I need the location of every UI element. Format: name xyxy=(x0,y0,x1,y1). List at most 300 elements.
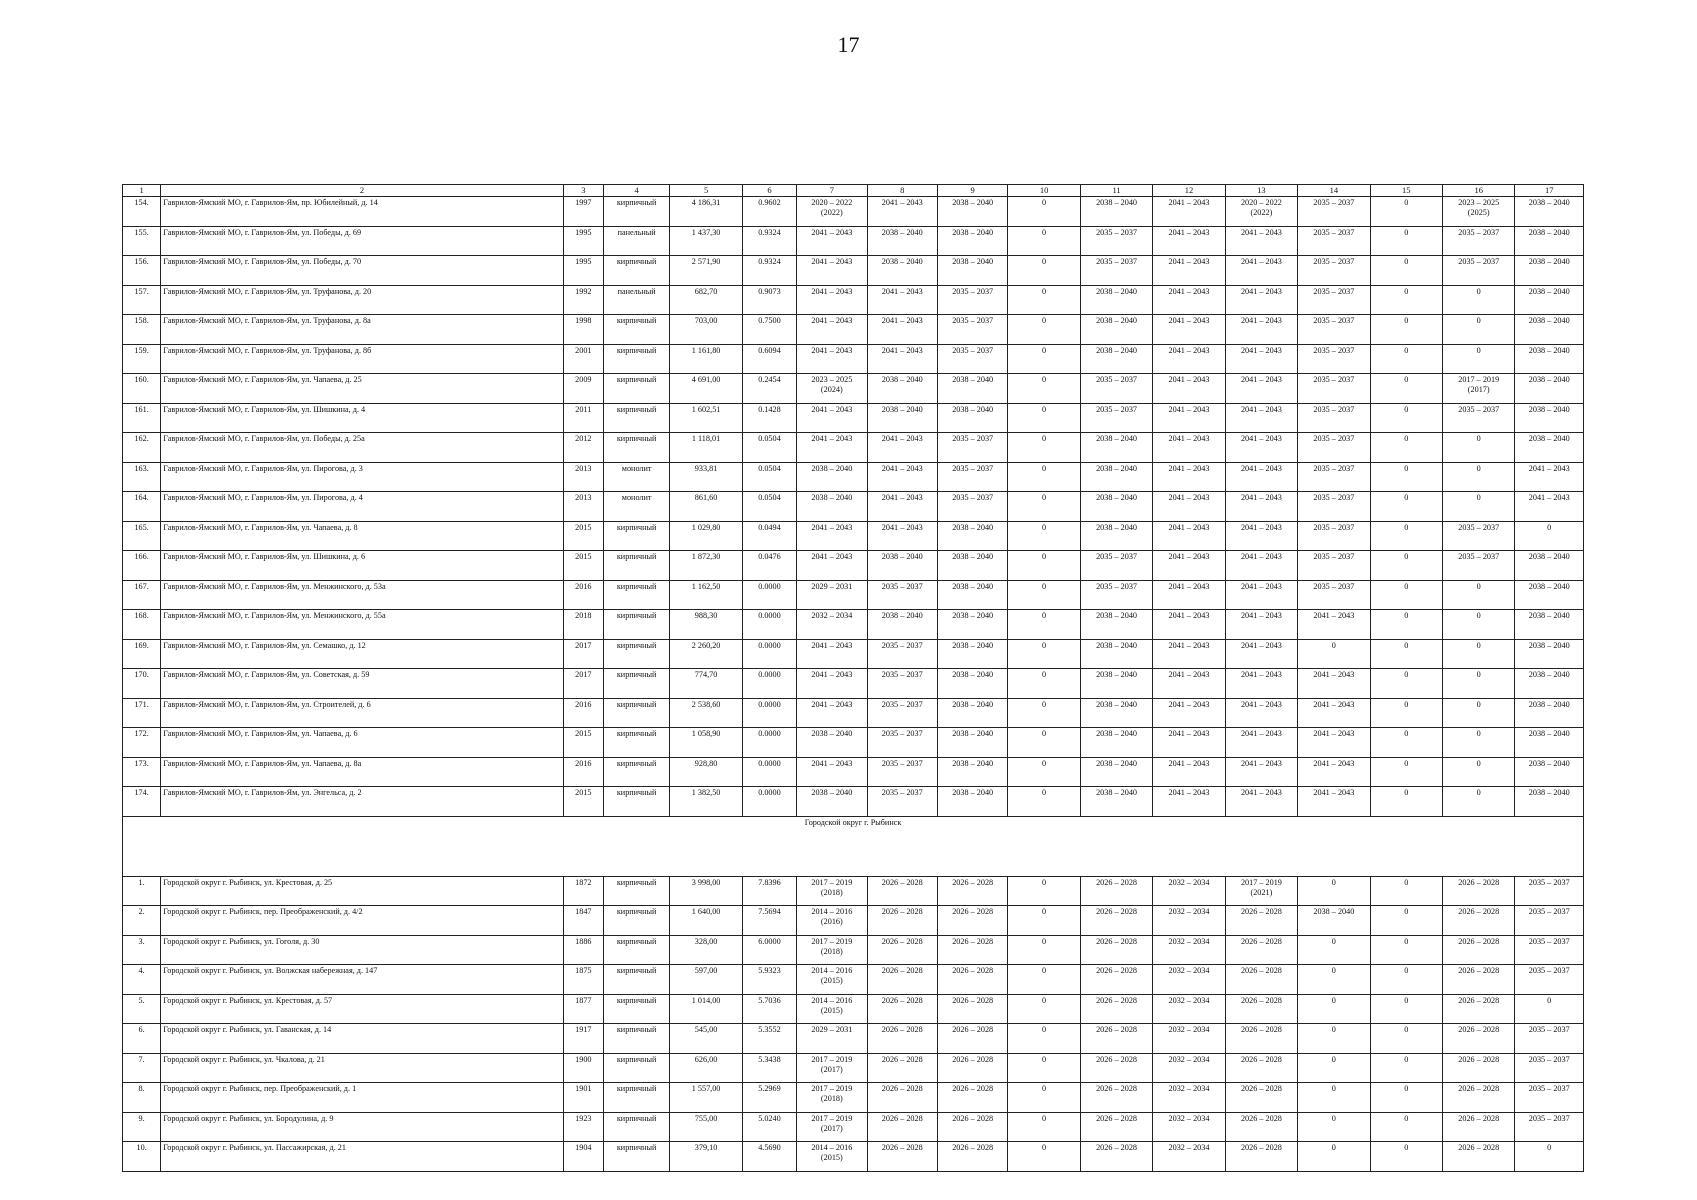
table-cell: 2035 – 2037 xyxy=(1298,551,1370,581)
table-row xyxy=(123,610,1584,640)
table-cell: 379,10 xyxy=(670,1142,742,1172)
table-cell: 2041 – 2043 xyxy=(1225,492,1297,522)
table-cell: кирпичный xyxy=(603,639,669,669)
table-cell: 2041 – 2043 xyxy=(1225,698,1297,728)
table-cell: 170. xyxy=(123,669,161,699)
table-cell: кирпичный xyxy=(603,1083,669,1113)
table-cell: 2038 – 2040 xyxy=(1515,669,1584,699)
table-cell: 2038 – 2040 xyxy=(867,226,937,256)
table-cell: 0.6094 xyxy=(742,344,796,374)
table-cell: 169. xyxy=(123,639,161,669)
table-cell: 2038 – 2040 xyxy=(1515,344,1584,374)
table-cell: 2026 – 2028 xyxy=(1080,1024,1152,1054)
table-row xyxy=(123,462,1584,492)
table-row xyxy=(123,757,1584,787)
table-cell: 2032 – 2034 xyxy=(1153,965,1225,995)
table-cell: 2038 – 2040 xyxy=(1515,580,1584,610)
table-row xyxy=(123,935,1584,965)
table-cell: 9. xyxy=(123,1112,161,1142)
table-cell: 1 872,30 xyxy=(670,551,742,581)
column-number: 7 xyxy=(797,185,867,197)
table-cell: 2026 – 2028 xyxy=(1080,1053,1152,1083)
table-cell: 0 xyxy=(1443,757,1515,787)
table-cell: 2038 – 2040 xyxy=(937,521,1007,551)
table-cell: 2041 – 2043 xyxy=(1153,226,1225,256)
table-cell: 171. xyxy=(123,698,161,728)
table-cell: 168. xyxy=(123,610,161,640)
table-cell: 2017 – 2019 (2017) xyxy=(1443,374,1515,404)
table-cell: 328,00 xyxy=(670,935,742,965)
table-cell: 165. xyxy=(123,521,161,551)
table-cell: 2038 – 2040 xyxy=(1515,551,1584,581)
table-cell: 0.9602 xyxy=(742,197,796,227)
table-cell: 2009 xyxy=(563,374,603,404)
table-cell: 2041 – 2043 xyxy=(1225,580,1297,610)
table-row xyxy=(123,994,1584,1024)
table-cell: 2038 – 2040 xyxy=(1080,462,1152,492)
table-cell: 2026 – 2028 xyxy=(867,1024,937,1054)
table-cell: 5. xyxy=(123,994,161,1024)
table-cell: 1. xyxy=(123,876,161,906)
table-cell: 154. xyxy=(123,197,161,227)
table-cell: 2041 – 2043 xyxy=(797,551,867,581)
table-cell: 1 640,00 xyxy=(670,906,742,936)
table-cell: Гаврилов-Ямский МО, г. Гаврилов-Ям, ул. Труфанова, д. 8а xyxy=(161,315,563,345)
table-cell: кирпичный xyxy=(603,197,669,227)
table-cell: 0 xyxy=(1008,374,1080,404)
table-row xyxy=(123,787,1584,817)
table-cell: 2041 – 2043 xyxy=(1225,433,1297,463)
table-cell: 4 691,00 xyxy=(670,374,742,404)
table-cell: 2041 – 2043 xyxy=(1225,462,1297,492)
table-cell: 2038 – 2040 xyxy=(797,462,867,492)
table-cell: 2035 – 2037 xyxy=(1298,521,1370,551)
table-cell: 0 xyxy=(1298,965,1370,995)
table-cell: 0.9324 xyxy=(742,256,796,286)
table-cell: кирпичный xyxy=(603,403,669,433)
table-cell: 2026 – 2028 xyxy=(1225,965,1297,995)
column-number: 3 xyxy=(563,185,603,197)
table-cell: 2038 – 2040 xyxy=(1080,315,1152,345)
table-cell: 2018 xyxy=(563,610,603,640)
table-cell: 2032 – 2034 xyxy=(797,610,867,640)
table-row xyxy=(123,492,1584,522)
table-cell: 1917 xyxy=(563,1024,603,1054)
table-cell: 2038 – 2040 xyxy=(1515,197,1584,227)
table-cell: монолит xyxy=(603,462,669,492)
table-cell: Городской округ г. Рыбинск, ул. Крестовая, д. 57 xyxy=(161,994,563,1024)
table-cell: 0 xyxy=(1443,315,1515,345)
table-cell: 2038 – 2040 xyxy=(937,403,1007,433)
table-cell: 2023 – 2025 (2024) xyxy=(797,374,867,404)
table-cell: 2032 – 2034 xyxy=(1153,1053,1225,1083)
table-cell: 2041 – 2043 xyxy=(1225,226,1297,256)
table-row xyxy=(123,728,1584,758)
table-cell: 1872 xyxy=(563,876,603,906)
table-cell: 2041 – 2043 xyxy=(797,344,867,374)
table-row xyxy=(123,197,1584,227)
table-cell: 0 xyxy=(1008,580,1080,610)
table-cell: 0 xyxy=(1008,462,1080,492)
table-cell: 2035 – 2037 xyxy=(1298,433,1370,463)
table-cell: кирпичный xyxy=(603,787,669,817)
table-cell: 2035 – 2037 xyxy=(1515,935,1584,965)
table-cell: 933,81 xyxy=(670,462,742,492)
table-cell: 2041 – 2043 xyxy=(797,433,867,463)
table-cell: 2035 – 2037 xyxy=(867,787,937,817)
table-cell: 2035 – 2037 xyxy=(1298,492,1370,522)
table-cell: 2026 – 2028 xyxy=(937,994,1007,1024)
table-cell: 1 058,90 xyxy=(670,728,742,758)
table-cell: 2038 – 2040 xyxy=(797,728,867,758)
table-cell: 2026 – 2028 xyxy=(937,1083,1007,1113)
table-row xyxy=(123,965,1584,995)
table-cell: 2041 – 2043 xyxy=(867,433,937,463)
table-cell: 172. xyxy=(123,728,161,758)
table-cell: кирпичный xyxy=(603,433,669,463)
table-cell: 2038 – 2040 xyxy=(867,403,937,433)
table-cell: 2026 – 2028 xyxy=(1225,906,1297,936)
table-cell: 2026 – 2028 xyxy=(937,1024,1007,1054)
table-cell: 2041 – 2043 xyxy=(1298,669,1370,699)
table-cell: 0 xyxy=(1008,433,1080,463)
table-cell: 2038 – 2040 xyxy=(1515,728,1584,758)
table-cell: кирпичный xyxy=(603,1053,669,1083)
table-cell: Гаврилов-Ямский МО, г. Гаврилов-Ям, ул. Шишкина, д. 6 xyxy=(161,551,563,581)
table-row xyxy=(123,551,1584,581)
table-cell: 156. xyxy=(123,256,161,286)
table-cell: Городской округ г. Рыбинск, пер. Преображенский, д. 4/2 xyxy=(161,906,563,936)
table-cell: 2026 – 2028 xyxy=(1080,935,1152,965)
table-cell: 0 xyxy=(1370,1053,1442,1083)
table-cell: 0.0504 xyxy=(742,462,796,492)
table-cell: 597,00 xyxy=(670,965,742,995)
table-cell: 3 998,00 xyxy=(670,876,742,906)
table-cell: 2035 – 2037 xyxy=(1298,580,1370,610)
table-cell: 2041 – 2043 xyxy=(1225,285,1297,315)
table-cell: 0 xyxy=(1370,521,1442,551)
table-cell: 7. xyxy=(123,1053,161,1083)
table-cell: 0.0000 xyxy=(742,669,796,699)
table-cell: 1 437,30 xyxy=(670,226,742,256)
table-cell: 0 xyxy=(1298,876,1370,906)
table-cell: 774,70 xyxy=(670,669,742,699)
register-table xyxy=(122,184,1584,1172)
table-cell: 2038 – 2040 xyxy=(1080,610,1152,640)
table-cell: 2041 – 2043 xyxy=(797,285,867,315)
table-cell: 0.0000 xyxy=(742,728,796,758)
table-cell: 2038 – 2040 xyxy=(867,374,937,404)
table-row xyxy=(123,1053,1584,1083)
table-cell: 2016 xyxy=(563,580,603,610)
table-cell: 0 xyxy=(1370,757,1442,787)
table-cell: 2038 – 2040 xyxy=(1515,256,1584,286)
table-cell: Гаврилов-Ямский МО, г. Гаврилов-Ям, ул. Чапаева, д. 8а xyxy=(161,757,563,787)
table-cell: 2041 – 2043 xyxy=(797,521,867,551)
table-cell: 0 xyxy=(1370,1024,1442,1054)
table-cell: Гаврилов-Ямский МО, г. Гаврилов-Ям, ул. Семашко, д. 12 xyxy=(161,639,563,669)
table-cell: 2026 – 2028 xyxy=(867,876,937,906)
table-cell: 0 xyxy=(1370,787,1442,817)
table-cell: Городской округ г. Рыбинск, ул. Бородулина, д. 9 xyxy=(161,1112,563,1142)
table-cell: 2035 – 2037 xyxy=(1080,374,1152,404)
table-cell: 0 xyxy=(1370,226,1442,256)
table-cell: 2038 – 2040 xyxy=(1080,728,1152,758)
table-cell: 2038 – 2040 xyxy=(937,256,1007,286)
table-cell: 1875 xyxy=(563,965,603,995)
table-cell: 2035 – 2037 xyxy=(1080,403,1152,433)
table-cell: 0 xyxy=(1370,669,1442,699)
table-cell: 2026 – 2028 xyxy=(937,965,1007,995)
table-cell: 0.0000 xyxy=(742,787,796,817)
table-row xyxy=(123,698,1584,728)
table-cell: 2023 – 2025 (2025) xyxy=(1443,197,1515,227)
table-cell: 2015 xyxy=(563,551,603,581)
table-cell: 2041 – 2043 xyxy=(1298,757,1370,787)
table-cell: 2041 – 2043 xyxy=(1298,698,1370,728)
table-cell: кирпичный xyxy=(603,1142,669,1172)
table-cell: 2017 xyxy=(563,639,603,669)
table-cell: Гаврилов-Ямский МО, г. Гаврилов-Ям, ул. Строителей, д. 6 xyxy=(161,698,563,728)
table-cell: 2041 – 2043 xyxy=(1515,492,1584,522)
table-cell: 2026 – 2028 xyxy=(1443,1083,1515,1113)
table-cell: 2038 – 2040 xyxy=(937,580,1007,610)
table-cell: Гаврилов-Ямский МО, г. Гаврилов-Ям, ул. Победы, д. 69 xyxy=(161,226,563,256)
table-cell: 0 xyxy=(1370,1083,1442,1113)
table-cell: 2035 – 2037 xyxy=(1515,906,1584,936)
table-cell: 2026 – 2028 xyxy=(1443,994,1515,1024)
table-cell: 2038 – 2040 xyxy=(937,698,1007,728)
table-cell: 2035 – 2037 xyxy=(937,315,1007,345)
table-cell: 2041 – 2043 xyxy=(1225,315,1297,345)
table-cell: 2038 – 2040 xyxy=(1515,757,1584,787)
column-number-row xyxy=(123,185,1584,197)
table-cell: 2026 – 2028 xyxy=(1443,1024,1515,1054)
table-cell: 2 538,60 xyxy=(670,698,742,728)
table-cell: 0 xyxy=(1443,433,1515,463)
table-cell: 0 xyxy=(1370,551,1442,581)
table-cell: 2041 – 2043 xyxy=(1153,374,1225,404)
table-cell: 2038 – 2040 xyxy=(1080,698,1152,728)
column-number: 4 xyxy=(603,185,669,197)
table-cell: 0 xyxy=(1443,492,1515,522)
table-cell: 0 xyxy=(1008,285,1080,315)
table-cell: 7.8396 xyxy=(742,876,796,906)
table-cell: 2041 – 2043 xyxy=(1153,403,1225,433)
table-cell: 0 xyxy=(1008,551,1080,581)
table-cell: 2041 – 2043 xyxy=(867,344,937,374)
table-cell: 2015 xyxy=(563,787,603,817)
table-cell: 2038 – 2040 xyxy=(1515,698,1584,728)
table-cell: 2026 – 2028 xyxy=(1443,935,1515,965)
table-cell: 2035 – 2037 xyxy=(1515,1112,1584,1142)
table-cell: 2026 – 2028 xyxy=(1080,1083,1152,1113)
table-cell: 2038 – 2040 xyxy=(1080,433,1152,463)
table-cell: 2038 – 2040 xyxy=(1080,757,1152,787)
table-cell: 2041 – 2043 xyxy=(1153,344,1225,374)
column-number: 17 xyxy=(1515,185,1584,197)
table-cell: 2041 – 2043 xyxy=(1153,728,1225,758)
table-cell: 2035 – 2037 xyxy=(1443,521,1515,551)
table-cell: 2041 – 2043 xyxy=(1153,462,1225,492)
table-cell: панельный xyxy=(603,285,669,315)
table-cell: 2035 – 2037 xyxy=(867,669,937,699)
table-cell: 0.0476 xyxy=(742,551,796,581)
table-cell: 0 xyxy=(1008,492,1080,522)
table-cell: 2012 xyxy=(563,433,603,463)
table-cell: 0 xyxy=(1008,1112,1080,1142)
table-cell: кирпичный xyxy=(603,876,669,906)
table-cell: 0.9324 xyxy=(742,226,796,256)
table-cell: кирпичный xyxy=(603,965,669,995)
table-cell: кирпичный xyxy=(603,551,669,581)
table-cell: 2038 – 2040 xyxy=(1515,374,1584,404)
table-cell: 2038 – 2040 xyxy=(937,757,1007,787)
table-cell: 2041 – 2043 xyxy=(1515,462,1584,492)
table-cell: 703,00 xyxy=(670,315,742,345)
table-cell: 2035 – 2037 xyxy=(1515,1083,1584,1113)
table-cell: 0 xyxy=(1370,285,1442,315)
table-cell: 2026 – 2028 xyxy=(1080,876,1152,906)
table-cell: 2041 – 2043 xyxy=(797,315,867,345)
table-cell: 2038 – 2040 xyxy=(867,256,937,286)
table-cell: кирпичный xyxy=(603,610,669,640)
table-cell: кирпичный xyxy=(603,698,669,728)
table-cell: 155. xyxy=(123,226,161,256)
table-cell: кирпичный xyxy=(603,906,669,936)
table-cell: 2038 – 2040 xyxy=(1515,403,1584,433)
table-cell: 1992 xyxy=(563,285,603,315)
table-cell: 2038 – 2040 xyxy=(1515,433,1584,463)
table-cell: 1901 xyxy=(563,1083,603,1113)
table-cell: 2035 – 2037 xyxy=(1298,403,1370,433)
column-number: 15 xyxy=(1370,185,1442,197)
table-cell: 2041 – 2043 xyxy=(1225,403,1297,433)
table-cell: 2041 – 2043 xyxy=(867,315,937,345)
column-number: 16 xyxy=(1443,185,1515,197)
table-row xyxy=(123,1142,1584,1172)
table-cell: 0 xyxy=(1515,994,1584,1024)
table-cell: 0 xyxy=(1008,344,1080,374)
table-cell: 2041 – 2043 xyxy=(1225,757,1297,787)
table-cell: 2041 – 2043 xyxy=(1153,433,1225,463)
table-cell: 0 xyxy=(1370,906,1442,936)
table-cell: 2041 – 2043 xyxy=(1153,757,1225,787)
table-cell: 0 xyxy=(1008,698,1080,728)
table-cell: 2026 – 2028 xyxy=(1225,1142,1297,1172)
table-cell: 2041 – 2043 xyxy=(1153,521,1225,551)
table-cell: 0 xyxy=(1370,1142,1442,1172)
table-row xyxy=(123,1024,1584,1054)
table-cell: 2041 – 2043 xyxy=(867,197,937,227)
table-cell: 2038 – 2040 xyxy=(1515,787,1584,817)
table-cell: 988,30 xyxy=(670,610,742,640)
table-cell: 2026 – 2028 xyxy=(867,1142,937,1172)
table-cell: 2035 – 2037 xyxy=(867,728,937,758)
table-cell: кирпичный xyxy=(603,728,669,758)
table-cell: 2026 – 2028 xyxy=(937,1112,1007,1142)
table-cell: 0 xyxy=(1515,1142,1584,1172)
table-cell: 2026 – 2028 xyxy=(1225,1024,1297,1054)
table-cell: 0 xyxy=(1008,521,1080,551)
table-cell: 2035 – 2037 xyxy=(1298,315,1370,345)
table-cell: 2035 – 2037 xyxy=(1443,256,1515,286)
table-cell: 2041 – 2043 xyxy=(1153,315,1225,345)
table-row xyxy=(123,1112,1584,1142)
table-cell: 6. xyxy=(123,1024,161,1054)
table-cell: 2038 – 2040 xyxy=(937,639,1007,669)
table-cell: 861,60 xyxy=(670,492,742,522)
table-cell: 2041 – 2043 xyxy=(1298,728,1370,758)
table-cell: 0 xyxy=(1443,580,1515,610)
table-cell: 0 xyxy=(1298,1083,1370,1113)
table-cell: 2026 – 2028 xyxy=(867,935,937,965)
table-row xyxy=(123,433,1584,463)
table-cell: 0 xyxy=(1443,610,1515,640)
table-cell: 2017 – 2019 (2018) xyxy=(797,935,867,965)
table-cell: 0 xyxy=(1008,669,1080,699)
table-cell: Гаврилов-Ямский МО, г. Гаврилов-Ям, ул. Менжинского, д. 53а xyxy=(161,580,563,610)
table-cell: 2041 – 2043 xyxy=(797,669,867,699)
table-cell: 0 xyxy=(1370,639,1442,669)
table-cell: Городской округ г. Рыбинск, ул. Крестовая, д. 25 xyxy=(161,876,563,906)
table-cell: 2035 – 2037 xyxy=(937,344,1007,374)
table-cell: 2026 – 2028 xyxy=(1225,1053,1297,1083)
table-cell: Гаврилов-Ямский МО, г. Гаврилов-Ям, ул. Шишкина, д. 4 xyxy=(161,403,563,433)
table-cell: 1995 xyxy=(563,256,603,286)
table-cell: 0 xyxy=(1008,226,1080,256)
table-cell: кирпичный xyxy=(603,344,669,374)
table-cell: 0 xyxy=(1298,1112,1370,1142)
table-cell: 682,70 xyxy=(670,285,742,315)
table-cell: 2041 – 2043 xyxy=(1153,580,1225,610)
table-cell: 2026 – 2028 xyxy=(867,1053,937,1083)
table-cell: 0 xyxy=(1515,521,1584,551)
table-cell: 0 xyxy=(1370,1112,1442,1142)
table-cell: 2038 – 2040 xyxy=(1298,906,1370,936)
table-cell: Гаврилов-Ямский МО, г. Гаврилов-Ям, пр. Юбилейный, д. 14 xyxy=(161,197,563,227)
table-cell: 2035 – 2037 xyxy=(1298,462,1370,492)
table-cell: 2041 – 2043 xyxy=(797,757,867,787)
table-row xyxy=(123,256,1584,286)
table-cell: 2016 xyxy=(563,698,603,728)
table-cell: 2020 – 2022 (2022) xyxy=(797,197,867,227)
table-cell: 1 161,80 xyxy=(670,344,742,374)
table-cell: 2041 – 2043 xyxy=(797,698,867,728)
table-cell: 2026 – 2028 xyxy=(937,876,1007,906)
table-cell: 2026 – 2028 xyxy=(867,1112,937,1142)
table-cell: 0 xyxy=(1370,876,1442,906)
table-cell: 164. xyxy=(123,492,161,522)
table-cell: 2026 – 2028 xyxy=(1443,1112,1515,1142)
table-cell: 2041 – 2043 xyxy=(1153,639,1225,669)
table-cell: 2026 – 2028 xyxy=(1225,1112,1297,1142)
table-cell: 2035 – 2037 xyxy=(937,433,1007,463)
table-cell: 2038 – 2040 xyxy=(1080,344,1152,374)
table-cell: 2035 – 2037 xyxy=(1298,285,1370,315)
table-cell: кирпичный xyxy=(603,669,669,699)
table-cell: 0.9073 xyxy=(742,285,796,315)
table-cell: 5.7036 xyxy=(742,994,796,1024)
table-cell: 4. xyxy=(123,965,161,995)
table-cell: 1877 xyxy=(563,994,603,1024)
table-cell: 0.0000 xyxy=(742,698,796,728)
table-cell: 2041 – 2043 xyxy=(867,492,937,522)
table-cell: 0.0000 xyxy=(742,610,796,640)
table-cell: 0 xyxy=(1370,197,1442,227)
table-cell: кирпичный xyxy=(603,1112,669,1142)
table-cell: 2041 – 2043 xyxy=(1153,610,1225,640)
